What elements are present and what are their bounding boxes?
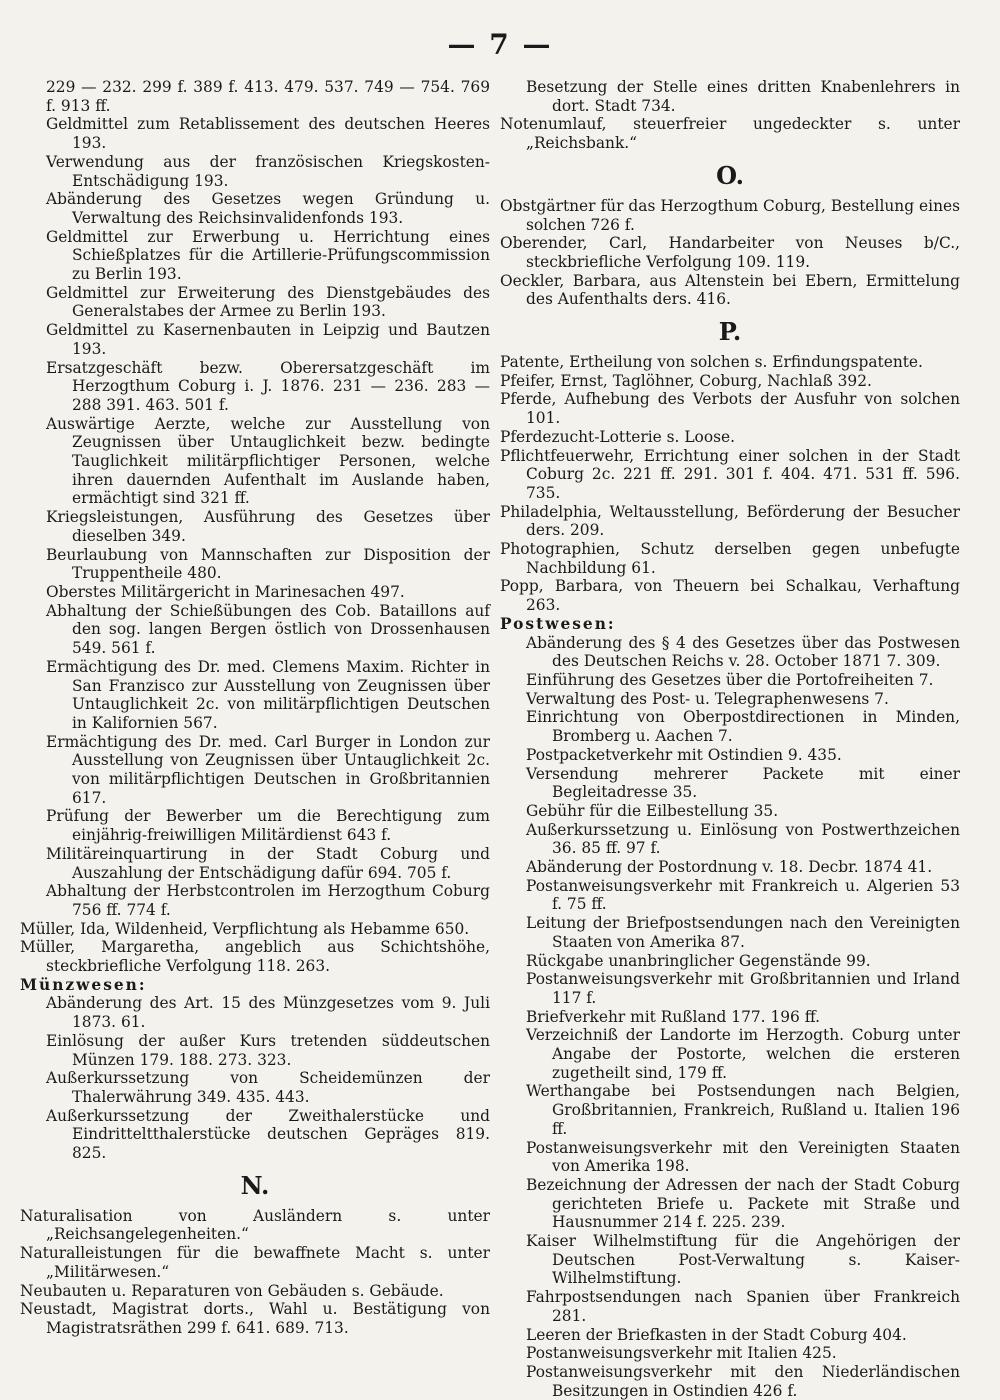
index-subentry: Bezeichnung der Adressen der nach der Stadt Coburg gerichteten Briefe u. Packete mit Straße und Hausnummer 214 f. 225. 239. — [526, 1175, 960, 1232]
index-subentry: Geldmittel zur Erweiterung des Dienstgebäudes des Generalstabes der Armee zu Berlin 193. — [46, 283, 490, 321]
index-subentry: Abänderung des Gesetzes wegen Gründung u. Verwaltung des Reichsinvalidenfonds 193. — [46, 190, 490, 227]
index-subentry: Beurlaubung von Mannschaften zur Disposition der Truppentheile 480. — [46, 545, 490, 583]
index-subentry: Geldmittel zur Erwerbung u. Herrichtung eines Schießplatzes für die Artillerie-Prüfungscommission zu Berlin 193. — [46, 227, 490, 284]
index-subentry: Geldmittel zu Kasernenbauten in Leipzig und Bautzen 193. — [46, 321, 490, 358]
index-subentry: Prüfung der Bewerber um die Berechtigung zum einjährig-freiwilligen Militärdienst 643 f. — [46, 807, 490, 845]
index-subentry: Ermächtigung des Dr. med. Clemens Maxim. Richter in San Franzisco zur Ausstellung von Zeugnissen über Untauglichkeit 2c. von militärpflichtigen Deutschen in Kalifornien 567. — [46, 657, 490, 732]
index-entry: Patente, Ertheilung von solchen s. Erfindungspatente. — [500, 353, 923, 372]
index-entry: Popp, Barbara, von Theuern bei Schalkau, Verhaftung 263. — [500, 577, 960, 615]
index-subentry: Gebühr für die Eilbestellung 35. — [526, 801, 779, 820]
index-subentry: Abhaltung der Herbstcontrolen im Herzogthum Coburg 756 ff. 774 f. — [46, 882, 490, 919]
index-subentry: Ersatzgeschäft bezw. Oberersatzgeschäft im Herzogthum Coburg i. J. 1876. 231 — 236. 283 — 288 391. 463. 501 f. — [46, 358, 490, 414]
index-subentry: Leeren der Briefkasten in der Stadt Coburg 404. — [526, 1325, 907, 1344]
index-subentry: Postanweisungsverkehr mit den Vereinigten Staaten von Amerika 198. — [526, 1138, 960, 1176]
index-subentry: Einlösung der außer Kurs tretenden süddeutschen Münzen 179. 188. 273. 323. — [46, 1031, 490, 1069]
index-heading: Münzwesen: — [20, 975, 147, 994]
index-subentry: Einführung des Gesetzes über die Portofreiheiten 7. — [526, 670, 934, 689]
index-entry: Pferdezucht-Lotterie s. Loose. — [500, 427, 735, 446]
index-entry: Müller, Margaretha, angeblich aus Schichtshöhe, steckbriefliche Verfolgung 118. 263. — [20, 938, 490, 976]
index-subentry: Abänderung des § 4 des Gesetzes über das Postwesen des Deutschen Reichs v. 28. October 1871 7. 309. — [526, 633, 960, 671]
index-subentry: Kaiser Wilhelmstiftung für die Angehörigen der Deutschen Post-Verwaltung s. Kaiser-Wilhelmstiftung. — [526, 1232, 960, 1288]
index-subentry: Besetzung der Stelle eines dritten Knabenlehrers in dort. Stadt 734. — [526, 78, 960, 115]
page-number: — 7 — — [447, 28, 553, 61]
index-subentry: Außerkurssetzung von Scheidemünzen der Thalerwährung 349. 435. 443. — [46, 1069, 490, 1106]
section-letter: P. — [718, 317, 742, 347]
index-entry: Neubauten u. Reparaturen von Gebäuden s. Gebäude. — [20, 1281, 444, 1300]
index-continuation: 229 — 232. 299 f. 389 f. 413. 479. 537. 749 — 754. 769 f. 913 ff. — [46, 78, 490, 115]
index-subentry: Einrichtung von Oberpostdirectionen in Minden, Bromberg u. Aachen 7. — [526, 708, 960, 746]
index-subentry: Außerkurssetzung u. Einlösung von Postwerthzeichen 36. 85 ff. 97 f. — [526, 820, 960, 858]
index-entry: Müller, Ida, Wildenheid, Verpflichtung als Hebamme 650. — [20, 919, 470, 938]
index-entry: Naturalisation von Ausländern s. unter „Reichsangelegenheiten.“ — [20, 1206, 490, 1244]
index-entry: Pfeifer, Ernst, Taglöhner, Coburg, Nachlaß 392. — [500, 371, 872, 390]
index-subentry: Verzeichniß der Landorte im Herzogth. Coburg unter Angabe der Postorte, welchen die ersteren zugetheilt sind, 179 ff. — [526, 1026, 960, 1082]
index-subentry: Postpacketverkehr mit Ostindien 9. 435. — [526, 745, 842, 764]
index-entry: Philadelphia, Weltausstellung, Beförderung der Besucher ders. 209. — [500, 502, 960, 540]
index-entry: Pferde, Aufhebung des Verbots der Ausfuhr von solchen 101. — [500, 390, 960, 428]
index-subentry: Briefverkehr mit Rußland 177. 196 ff. — [526, 1007, 820, 1026]
index-subentry: Postanweisungsverkehr mit Großbritannien und Irland 117 f. — [526, 970, 960, 1007]
index-subentry: Oberstes Militärgericht in Marinesachen 497. — [46, 582, 405, 601]
index-subentry: Fahrpostsendungen nach Spanien über Frankreich 281. — [526, 1288, 960, 1325]
section-letter: N. — [240, 1170, 270, 1200]
index-subentry: Werthangabe bei Postsendungen nach Belgien, Großbritannien, Frankreich, Rußland u. Italien 196 ff. — [526, 1082, 960, 1138]
index-subentry: Kriegsleistungen, Ausführung des Gesetzes über dieselben 349. — [46, 508, 490, 545]
index-entry: Notenumlauf, steuerfreier ungedeckter s. unter „Reichsbank.“ — [500, 115, 960, 153]
index-subentry: Rückgabe unanbringlicher Gegenstände 99. — [526, 951, 871, 970]
index-subentry: Abänderung des Art. 15 des Münzgesetzes vom 9. Juli 1873. 61. — [46, 994, 490, 1032]
index-subentry: Verwendung aus der französischen Kriegskosten-Entschädigung 193. — [46, 152, 490, 190]
index-subentry: Abänderung der Postordnung v. 18. Decbr. 1874 41. — [526, 858, 933, 877]
index-entry: Photographien, Schutz derselben gegen unbefugte Nachbildung 61. — [500, 540, 960, 577]
index-entry: Neustadt, Magistrat dorts., Wahl u. Bestätigung von Magistratsräthen 299 f. 641. 689. 713. — [20, 1300, 490, 1337]
index-subentry: Abhaltung der Schießübungen des Cob. Bataillons auf den sog. langen Bergen östlich von Drossenhausen 549. 561 f. — [46, 601, 490, 658]
index-subentry: Versendung mehrerer Packete mit einer Begleitadresse 35. — [526, 764, 960, 802]
index-entry: Oberender, Carl, Handarbeiter von Neuses b/C., steckbriefliche Verfolgung 109. 119. — [500, 234, 960, 271]
index-subentry: Außerkurssetzung der Zweithalerstücke und Eindritteltthalerstücke deutschen Gepräges 819. 825. — [46, 1106, 490, 1163]
index-entry: Naturalleistungen für die bewaffnete Macht s. unter „Militärwesen.“ — [20, 1244, 490, 1281]
index-subentry: Postanweisungsverkehr mit Italien 425. — [526, 1344, 837, 1363]
left-column — [20, 78, 490, 1338]
index-subentry: Verwaltung des Post- u. Telegraphenwesens 7. — [526, 689, 889, 708]
index-subentry: Postanweisungsverkehr mit Frankreich u. Algerien 53 f. 75 ff. — [526, 876, 960, 914]
index-subentry: Militäreinquartirung in der Stadt Coburg und Auszahlung der Entschädigung dafür 694. 705 f. — [46, 844, 490, 882]
section-letter: O. — [716, 160, 744, 190]
index-entry: Pflichtfeuerwehr, Errichtung einer solchen in der Stadt Coburg 2c. 221 ff. 291. 301 f. 404. 471. 531 ff. 596. 735. — [500, 446, 960, 502]
index-heading: Postwesen: — [500, 614, 616, 633]
index-subentry: Ermächtigung des Dr. med. Carl Burger in London zur Ausstellung von Zeugnissen über Untauglichkeit 2c. von militärpflichtigen Deutschen in Großbritannien 617. — [46, 732, 490, 807]
index-subentry: Postanweisungsverkehr mit den Niederländischen Besitzungen in Ostindien 426 f. — [526, 1363, 960, 1400]
index-entry: Obstgärtner für das Herzogthum Coburg, Bestellung eines solchen 726 f. — [500, 196, 960, 234]
index-subentry: Geldmittel zum Retablissement des deutschen Heeres 193. — [46, 115, 490, 153]
right-column — [500, 78, 960, 1400]
index-subentry: Leitung der Briefpostsendungen nach den Vereinigten Staaten von Amerika 87. — [526, 914, 960, 951]
index-entry: Oeckler, Barbara, aus Altenstein bei Ebern, Ermittelung des Aufenthalts ders. 416. — [500, 271, 960, 309]
index-subentry: Auswärtige Aerzte, welche zur Ausstellung von Zeugnissen über Untauglichkeit bezw. bedingte Tauglichkeit militärpflichtiger Personen, welche ihren dauernden Aufenthalt im Auslande haben, ermächtigt sind 321 ff. — [46, 414, 490, 508]
